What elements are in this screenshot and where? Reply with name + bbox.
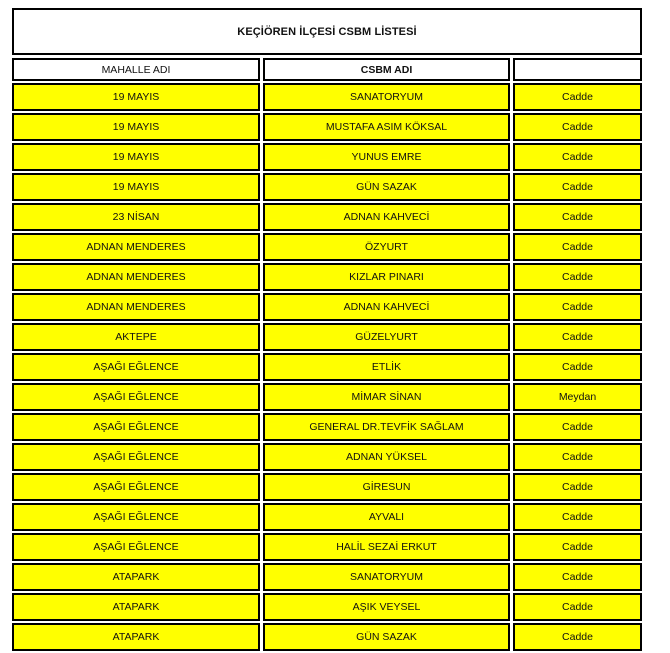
- csbm-cell[interactable]: ADNAN KAHVECİ: [263, 203, 510, 231]
- csbm-cell[interactable]: GÜN SAZAK: [263, 623, 510, 651]
- csbm-cell[interactable]: AYVALI: [263, 503, 510, 531]
- type-cell[interactable]: Cadde: [513, 143, 642, 171]
- mahalle-cell[interactable]: ATAPARK: [12, 563, 260, 591]
- type-cell[interactable]: Cadde: [513, 443, 642, 471]
- mahalle-cell[interactable]: AŞAĞI EĞLENCE: [12, 473, 260, 501]
- csbm-cell[interactable]: KIZLAR PINARI: [263, 263, 510, 291]
- column-header-csbm[interactable]: CSBM ADI: [263, 58, 510, 81]
- mahalle-cell[interactable]: ATAPARK: [12, 593, 260, 621]
- type-cell[interactable]: Cadde: [513, 503, 642, 531]
- type-cell[interactable]: Cadde: [513, 293, 642, 321]
- csbm-cell[interactable]: MİMAR SİNAN: [263, 383, 510, 411]
- type-cell[interactable]: Cadde: [513, 173, 642, 201]
- type-cell[interactable]: Cadde: [513, 83, 642, 111]
- type-cell[interactable]: Cadde: [513, 353, 642, 381]
- csbm-cell[interactable]: ÖZYURT: [263, 233, 510, 261]
- type-cell[interactable]: Cadde: [513, 263, 642, 291]
- mahalle-cell[interactable]: 23 NİSAN: [12, 203, 260, 231]
- column-header-type[interactable]: [513, 58, 642, 81]
- mahalle-cell[interactable]: AŞAĞI EĞLENCE: [12, 413, 260, 441]
- csbm-cell[interactable]: ADNAN YÜKSEL: [263, 443, 510, 471]
- csbm-cell[interactable]: HALİL SEZAİ ERKUT: [263, 533, 510, 561]
- mahalle-cell[interactable]: 19 MAYIS: [12, 173, 260, 201]
- type-cell[interactable]: Meydan: [513, 383, 642, 411]
- type-cell[interactable]: Cadde: [513, 203, 642, 231]
- type-cell[interactable]: Cadde: [513, 413, 642, 441]
- sheet-title: KEÇİÖREN İLÇESİ CSBM LİSTESİ: [12, 8, 642, 55]
- csbm-table: [12, 58, 642, 653]
- type-cell[interactable]: Cadde: [513, 323, 642, 351]
- mahalle-cell[interactable]: ATAPARK: [12, 623, 260, 651]
- mahalle-cell[interactable]: AŞAĞI EĞLENCE: [12, 383, 260, 411]
- mahalle-cell[interactable]: AŞAĞI EĞLENCE: [12, 353, 260, 381]
- mahalle-cell[interactable]: 19 MAYIS: [12, 83, 260, 111]
- mahalle-cell[interactable]: AŞAĞI EĞLENCE: [12, 533, 260, 561]
- type-cell[interactable]: Cadde: [513, 623, 642, 651]
- type-cell[interactable]: Cadde: [513, 563, 642, 591]
- csbm-cell[interactable]: AŞIK VEYSEL: [263, 593, 510, 621]
- mahalle-cell[interactable]: AŞAĞI EĞLENCE: [12, 503, 260, 531]
- mahalle-cell[interactable]: 19 MAYIS: [12, 113, 260, 141]
- csbm-cell[interactable]: MUSTAFA ASIM KÖKSAL: [263, 113, 510, 141]
- csbm-cell[interactable]: ADNAN KAHVECİ: [263, 293, 510, 321]
- spreadsheet: [12, 8, 642, 653]
- csbm-cell[interactable]: YUNUS EMRE: [263, 143, 510, 171]
- column-header-mahalle[interactable]: MAHALLE ADI: [12, 58, 260, 81]
- mahalle-cell[interactable]: 19 MAYIS: [12, 143, 260, 171]
- mahalle-cell[interactable]: ADNAN MENDERES: [12, 233, 260, 261]
- type-cell[interactable]: Cadde: [513, 533, 642, 561]
- type-cell[interactable]: Cadde: [513, 593, 642, 621]
- type-cell[interactable]: Cadde: [513, 113, 642, 141]
- mahalle-cell[interactable]: ADNAN MENDERES: [12, 263, 260, 291]
- csbm-cell[interactable]: ETLİK: [263, 353, 510, 381]
- csbm-cell[interactable]: SANATORYUM: [263, 83, 510, 111]
- csbm-cell[interactable]: GİRESUN: [263, 473, 510, 501]
- csbm-cell[interactable]: GENERAL DR.TEVFİK SAĞLAM: [263, 413, 510, 441]
- type-cell[interactable]: Cadde: [513, 233, 642, 261]
- csbm-cell[interactable]: GÜZELYURT: [263, 323, 510, 351]
- type-cell[interactable]: Cadde: [513, 473, 642, 501]
- csbm-cell[interactable]: GÜN SAZAK: [263, 173, 510, 201]
- csbm-cell[interactable]: SANATORYUM: [263, 563, 510, 591]
- mahalle-cell[interactable]: AŞAĞI EĞLENCE: [12, 443, 260, 471]
- mahalle-cell[interactable]: AKTEPE: [12, 323, 260, 351]
- mahalle-cell[interactable]: ADNAN MENDERES: [12, 293, 260, 321]
